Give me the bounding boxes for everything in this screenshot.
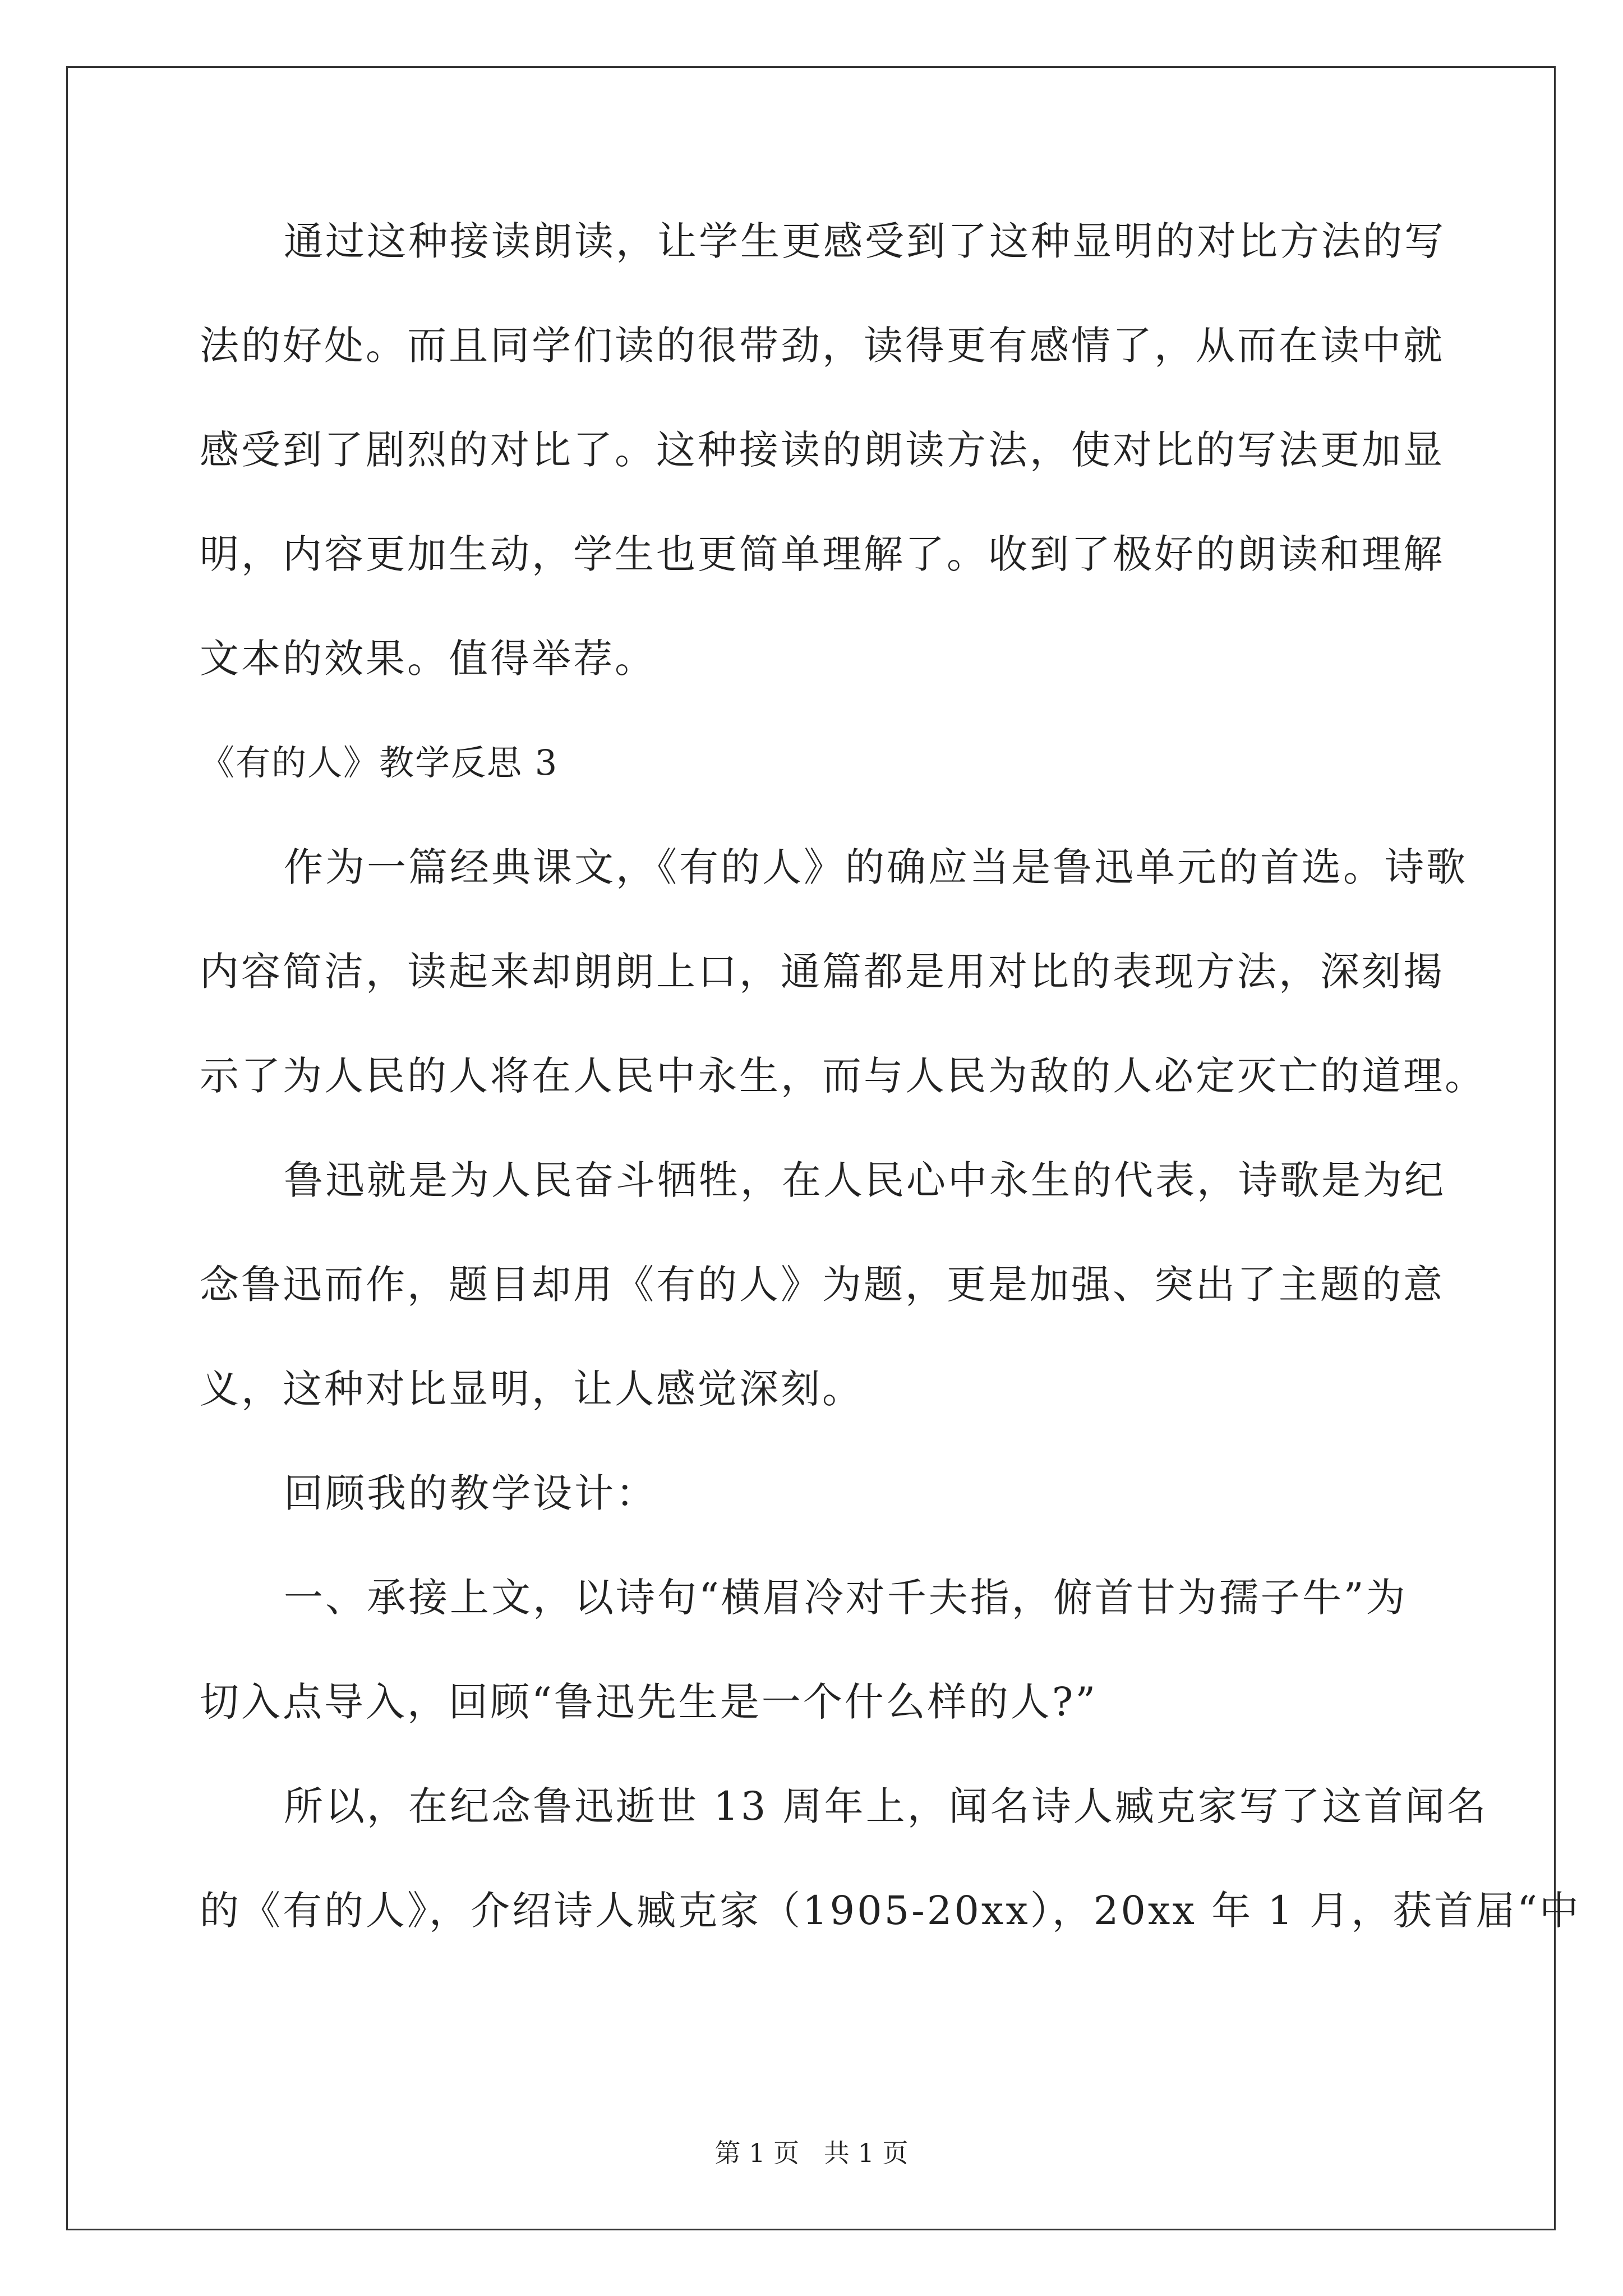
paragraph-line: 义，这种对比显明，让人感觉深刻。 — [200, 1366, 864, 1412]
paragraph-line: 回顾我的教学设计： — [284, 1470, 657, 1516]
paragraph-line: 的《有的人》，介绍诗人臧克家（1905-20xx），20xx 年 1 月，获首届“中 — [200, 1888, 1581, 1934]
paragraph-line: 切入点导入，回顾“鲁迅先生是一个什么样的人?” — [200, 1679, 1098, 1725]
page-number-footer: 第 1 页 共 1 页 — [714, 2138, 909, 2168]
paragraph-line: 所以，在纪念鲁迅逝世 13 周年上，闻名诗人臧克家写了这首闻名 — [284, 1783, 1488, 1829]
paragraph-line: 内容简洁，读起来却朗朗上口，通篇都是用对比的表现方法，深刻揭 — [200, 949, 1445, 995]
section-heading: 《有的人》教学反思 3 — [200, 742, 559, 783]
paragraph-line: 作为一篇经典课文，《有的人》的确应当是鲁迅单元的首选。诗歌 — [284, 844, 1468, 890]
paragraph-line: 法的好处。而且同学们读的很带劲，读得更有感情了，从而在读中就 — [200, 323, 1445, 369]
paragraph-line: 文本的效果。值得举荐。 — [200, 636, 656, 682]
paragraph-line: 感受到了剧烈的对比了。这种接读的朗读方法，使对比的写法更加显 — [200, 427, 1445, 473]
paragraph-line: 鲁迅就是为人民奋斗牺牲，在人民心中永生的代表，诗歌是为纪 — [284, 1157, 1446, 1203]
document-body — [200, 213, 1581, 1987]
paragraph-line: 示了为人民的人将在人民中永生，而与人民为敌的人必定灭亡的道理。 — [200, 1053, 1486, 1099]
paragraph-line: 明，内容更加生动，学生也更简单理解了。收到了极好的朗读和理解 — [200, 531, 1445, 577]
paragraph-line: 念鲁迅而作，题目却用《有的人》为题，更是加强、突出了主题的意 — [200, 1262, 1445, 1308]
paragraph-line: 通过这种接读朗读，让学生更感受到了这种显明的对比方法的写 — [284, 218, 1446, 264]
paragraph-line: 一、承接上文，以诗句“横眉冷对千夫指，俯首甘为孺子牛”为 — [284, 1575, 1408, 1621]
